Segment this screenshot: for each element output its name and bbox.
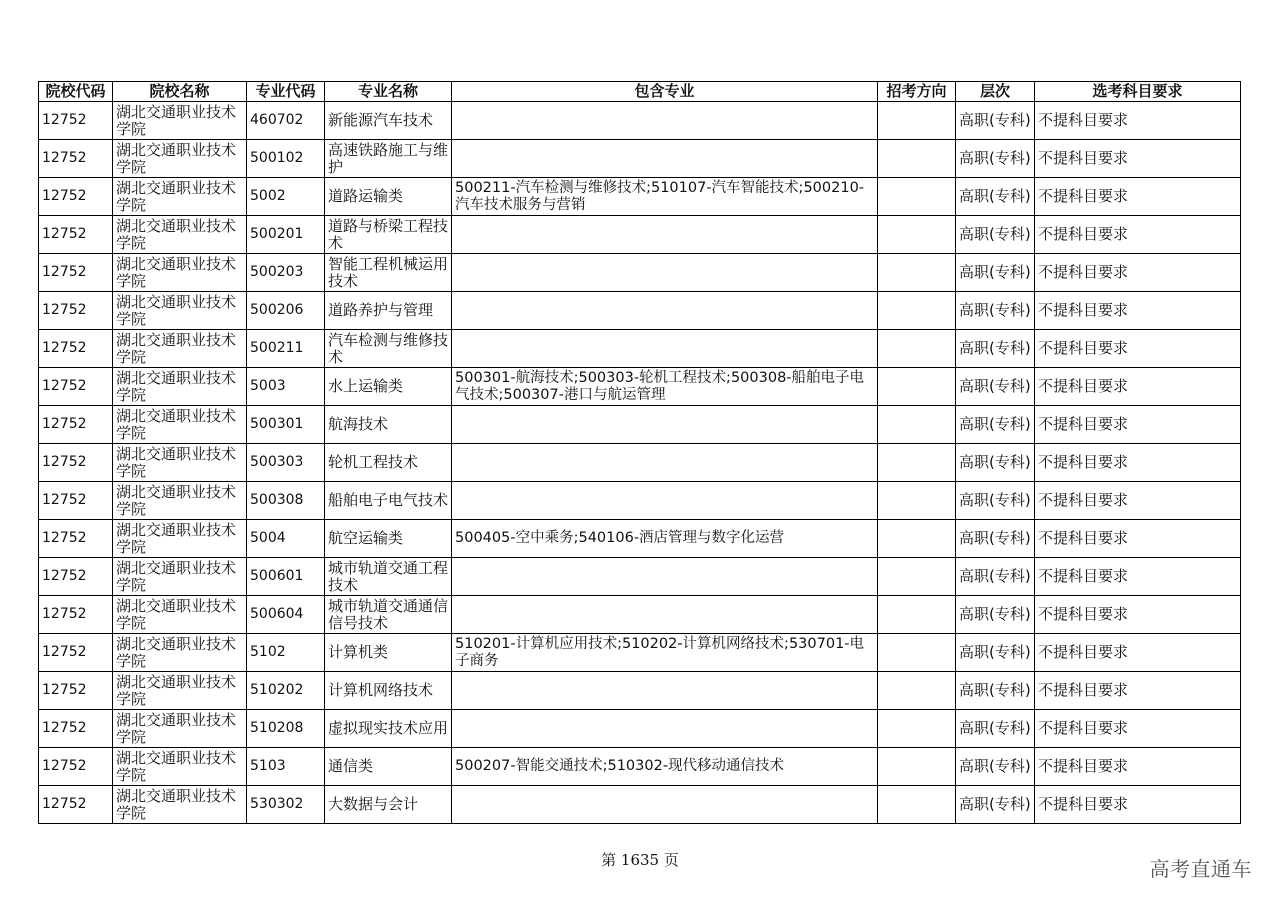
cell-included-majors: [452, 710, 878, 748]
table-row: [39, 292, 1241, 330]
watermark: 高考直通车: [1149, 857, 1252, 881]
cell-level: 高职(专科): [956, 520, 1035, 558]
cell-school-code: 12752: [39, 292, 113, 330]
cell-level: 高职(专科): [956, 596, 1035, 634]
cell-included-majors: [452, 596, 878, 634]
cell-subject-requirement: 不提科目要求: [1035, 786, 1241, 824]
table-row: [39, 444, 1241, 482]
cell-major-name: 新能源汽车技术: [325, 102, 452, 140]
table-row: [39, 216, 1241, 254]
cell-level: 高职(专科): [956, 292, 1035, 330]
cell-subject-requirement: 不提科目要求: [1035, 596, 1241, 634]
cell-major-code: 500211: [247, 330, 325, 368]
cell-subject-requirement: 不提科目要求: [1035, 558, 1241, 596]
cell-subject-requirement: 不提科目要求: [1035, 368, 1241, 406]
cell-major-name: 计算机网络技术: [325, 672, 452, 710]
table-row: [39, 748, 1241, 786]
cell-school-name: 湖北交通职业技术学院: [113, 102, 247, 140]
cell-school-code: 12752: [39, 102, 113, 140]
cell-major-code: 500201: [247, 216, 325, 254]
table-row: [39, 102, 1241, 140]
cell-school-code: 12752: [39, 444, 113, 482]
cell-major-code: 500604: [247, 596, 325, 634]
cell-school-code: 12752: [39, 558, 113, 596]
cell-major-name: 高速铁路施工与维护: [325, 140, 452, 178]
table-row: [39, 558, 1241, 596]
cell-school-code: 12752: [39, 520, 113, 558]
cell-school-name: 湖北交通职业技术学院: [113, 520, 247, 558]
cell-direction: [878, 216, 956, 254]
cell-subject-requirement: 不提科目要求: [1035, 482, 1241, 520]
cell-school-name: 湖北交通职业技术学院: [113, 140, 247, 178]
cell-major-name: 汽车检测与维修技术: [325, 330, 452, 368]
header-school-code: 院校代码: [39, 82, 113, 102]
cell-school-code: 12752: [39, 634, 113, 672]
cell-major-name: 计算机类: [325, 634, 452, 672]
cell-school-code: 12752: [39, 254, 113, 292]
cell-school-name: 湖北交通职业技术学院: [113, 330, 247, 368]
header-included-majors: 包含专业: [452, 82, 878, 102]
cell-subject-requirement: 不提科目要求: [1035, 330, 1241, 368]
cell-subject-requirement: 不提科目要求: [1035, 672, 1241, 710]
cell-school-name: 湖北交通职业技术学院: [113, 406, 247, 444]
cell-major-name: 智能工程机械运用技术: [325, 254, 452, 292]
cell-direction: [878, 254, 956, 292]
cell-direction: [878, 786, 956, 824]
cell-level: 高职(专科): [956, 710, 1035, 748]
cell-major-code: 5004: [247, 520, 325, 558]
cell-school-name: 湖北交通职业技术学院: [113, 178, 247, 216]
cell-school-code: 12752: [39, 786, 113, 824]
header-direction: 招考方向: [878, 82, 956, 102]
cell-subject-requirement: 不提科目要求: [1035, 140, 1241, 178]
cell-level: 高职(专科): [956, 558, 1035, 596]
cell-school-name: 湖北交通职业技术学院: [113, 254, 247, 292]
cell-level: 高职(专科): [956, 672, 1035, 710]
cell-direction: [878, 368, 956, 406]
cell-level: 高职(专科): [956, 482, 1035, 520]
cell-subject-requirement: 不提科目要求: [1035, 216, 1241, 254]
table-header-row: [39, 82, 1241, 102]
cell-school-code: 12752: [39, 216, 113, 254]
cell-major-code: 5002: [247, 178, 325, 216]
cell-direction: [878, 330, 956, 368]
header-level: 层次: [956, 82, 1035, 102]
cell-school-code: 12752: [39, 748, 113, 786]
cell-major-name: 船舶电子电气技术: [325, 482, 452, 520]
cell-subject-requirement: 不提科目要求: [1035, 254, 1241, 292]
cell-included-majors: [452, 216, 878, 254]
cell-school-code: 12752: [39, 482, 113, 520]
table-row: [39, 140, 1241, 178]
table-row: [39, 330, 1241, 368]
cell-included-majors: [452, 444, 878, 482]
cell-included-majors: 500301-航海技术;500303-轮机工程技术;500308-船舶电子电气技术;500307-港口与航运管理: [452, 368, 878, 406]
admissions-table: [38, 81, 1241, 824]
cell-major-code: 500203: [247, 254, 325, 292]
cell-school-name: 湖北交通职业技术学院: [113, 444, 247, 482]
cell-major-code: 500206: [247, 292, 325, 330]
cell-school-code: 12752: [39, 672, 113, 710]
cell-major-name: 水上运输类: [325, 368, 452, 406]
cell-direction: [878, 672, 956, 710]
cell-level: 高职(专科): [956, 330, 1035, 368]
table-row: [39, 178, 1241, 216]
cell-level: 高职(专科): [956, 786, 1035, 824]
cell-major-name: 轮机工程技术: [325, 444, 452, 482]
table-row: [39, 254, 1241, 292]
cell-school-code: 12752: [39, 596, 113, 634]
cell-level: 高职(专科): [956, 140, 1035, 178]
cell-major-code: 500308: [247, 482, 325, 520]
cell-level: 高职(专科): [956, 406, 1035, 444]
cell-major-code: 5003: [247, 368, 325, 406]
cell-subject-requirement: 不提科目要求: [1035, 710, 1241, 748]
cell-direction: [878, 748, 956, 786]
table-row: [39, 520, 1241, 558]
cell-level: 高职(专科): [956, 102, 1035, 140]
cell-direction: [878, 140, 956, 178]
cell-included-majors: [452, 102, 878, 140]
cell-included-majors: 500211-汽车检测与维修技术;510107-汽车智能技术;500210-汽车技术服务与营销: [452, 178, 878, 216]
cell-major-code: 500102: [247, 140, 325, 178]
cell-included-majors: 500207-智能交通技术;510302-现代移动通信技术: [452, 748, 878, 786]
header-subject-requirement: 选考科目要求: [1035, 82, 1241, 102]
cell-subject-requirement: 不提科目要求: [1035, 634, 1241, 672]
cell-level: 高职(专科): [956, 216, 1035, 254]
cell-major-name: 道路与桥梁工程技术: [325, 216, 452, 254]
cell-school-code: 12752: [39, 178, 113, 216]
cell-major-code: 5102: [247, 634, 325, 672]
cell-subject-requirement: 不提科目要求: [1035, 520, 1241, 558]
cell-major-name: 通信类: [325, 748, 452, 786]
header-school-name: 院校名称: [113, 82, 247, 102]
cell-subject-requirement: 不提科目要求: [1035, 444, 1241, 482]
table-row: [39, 634, 1241, 672]
cell-major-code: 460702: [247, 102, 325, 140]
cell-major-name: 道路运输类: [325, 178, 452, 216]
cell-subject-requirement: 不提科目要求: [1035, 406, 1241, 444]
cell-school-name: 湖北交通职业技术学院: [113, 672, 247, 710]
cell-included-majors: 510201-计算机应用技术;510202-计算机网络技术;530701-电子商务: [452, 634, 878, 672]
cell-direction: [878, 482, 956, 520]
cell-school-code: 12752: [39, 368, 113, 406]
cell-school-name: 湖北交通职业技术学院: [113, 596, 247, 634]
cell-major-name: 航海技术: [325, 406, 452, 444]
cell-school-name: 湖北交通职业技术学院: [113, 292, 247, 330]
cell-school-name: 湖北交通职业技术学院: [113, 216, 247, 254]
cell-included-majors: [452, 330, 878, 368]
cell-level: 高职(专科): [956, 368, 1035, 406]
cell-direction: [878, 710, 956, 748]
cell-major-code: 510202: [247, 672, 325, 710]
cell-included-majors: [452, 292, 878, 330]
cell-direction: [878, 102, 956, 140]
cell-level: 高职(专科): [956, 254, 1035, 292]
cell-major-code: 530302: [247, 786, 325, 824]
cell-school-name: 湖北交通职业技术学院: [113, 786, 247, 824]
cell-subject-requirement: 不提科目要求: [1035, 102, 1241, 140]
cell-school-code: 12752: [39, 140, 113, 178]
cell-school-name: 湖北交通职业技术学院: [113, 634, 247, 672]
cell-direction: [878, 520, 956, 558]
cell-level: 高职(专科): [956, 748, 1035, 786]
cell-included-majors: 500405-空中乘务;540106-酒店管理与数字化运营: [452, 520, 878, 558]
cell-school-code: 12752: [39, 406, 113, 444]
cell-major-code: 510208: [247, 710, 325, 748]
cell-direction: [878, 178, 956, 216]
table-body: [39, 102, 1241, 824]
cell-included-majors: [452, 406, 878, 444]
cell-direction: [878, 406, 956, 444]
cell-subject-requirement: 不提科目要求: [1035, 178, 1241, 216]
cell-direction: [878, 292, 956, 330]
cell-included-majors: [452, 482, 878, 520]
cell-major-code: 500301: [247, 406, 325, 444]
cell-included-majors: [452, 254, 878, 292]
cell-major-code: 5103: [247, 748, 325, 786]
table-row: [39, 406, 1241, 444]
header-major-name: 专业名称: [325, 82, 452, 102]
cell-school-name: 湖北交通职业技术学院: [113, 710, 247, 748]
header-major-code: 专业代码: [247, 82, 325, 102]
cell-school-code: 12752: [39, 710, 113, 748]
table-row: [39, 596, 1241, 634]
cell-major-code: 500303: [247, 444, 325, 482]
table-row: [39, 482, 1241, 520]
cell-direction: [878, 444, 956, 482]
cell-included-majors: [452, 140, 878, 178]
cell-school-name: 湖北交通职业技术学院: [113, 368, 247, 406]
cell-level: 高职(专科): [956, 178, 1035, 216]
table-row: [39, 672, 1241, 710]
cell-direction: [878, 634, 956, 672]
cell-included-majors: [452, 672, 878, 710]
cell-major-name: 大数据与会计: [325, 786, 452, 824]
cell-school-name: 湖北交通职业技术学院: [113, 482, 247, 520]
cell-direction: [878, 558, 956, 596]
cell-direction: [878, 596, 956, 634]
cell-level: 高职(专科): [956, 634, 1035, 672]
cell-major-name: 虚拟现实技术应用: [325, 710, 452, 748]
cell-subject-requirement: 不提科目要求: [1035, 748, 1241, 786]
page-number: 第 1635 页: [601, 851, 679, 869]
cell-major-name: 城市轨道交通通信信号技术: [325, 596, 452, 634]
cell-level: 高职(专科): [956, 444, 1035, 482]
table-row: [39, 368, 1241, 406]
table-row: [39, 786, 1241, 824]
cell-major-name: 城市轨道交通工程技术: [325, 558, 452, 596]
cell-subject-requirement: 不提科目要求: [1035, 292, 1241, 330]
cell-school-name: 湖北交通职业技术学院: [113, 558, 247, 596]
table-row: [39, 710, 1241, 748]
cell-school-name: 湖北交通职业技术学院: [113, 748, 247, 786]
cell-included-majors: [452, 786, 878, 824]
cell-school-code: 12752: [39, 330, 113, 368]
cell-major-name: 航空运输类: [325, 520, 452, 558]
cell-included-majors: [452, 558, 878, 596]
cell-major-code: 500601: [247, 558, 325, 596]
cell-major-name: 道路养护与管理: [325, 292, 452, 330]
